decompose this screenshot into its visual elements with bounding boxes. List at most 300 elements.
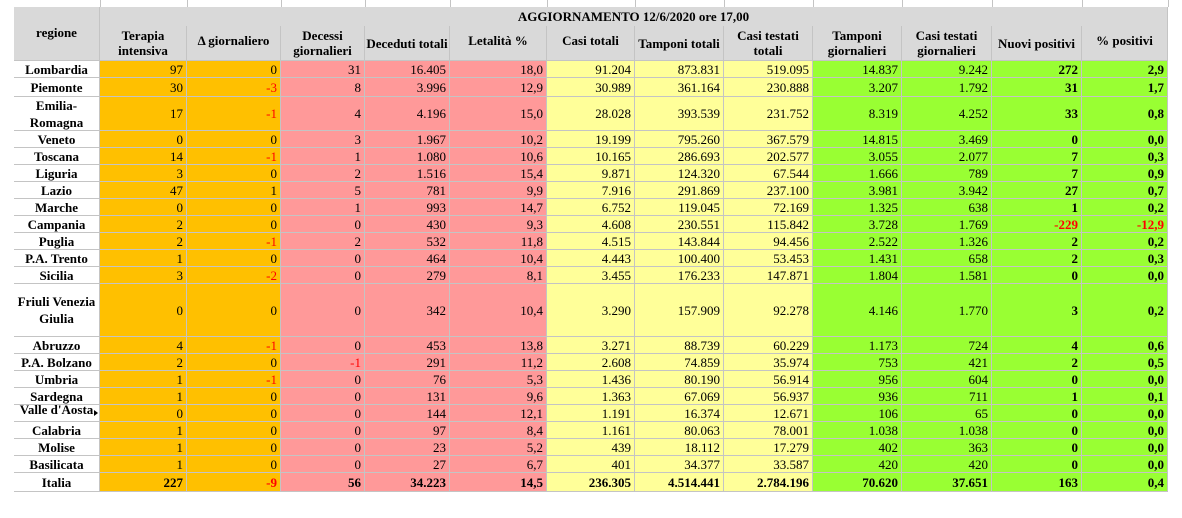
table-cell[interactable]: 753: [813, 354, 902, 371]
table-cell[interactable]: 4.515: [547, 233, 635, 250]
table-cell[interactable]: 1: [100, 439, 187, 456]
table-cell[interactable]: 1: [100, 456, 187, 473]
table-cell[interactable]: -1: [187, 97, 281, 131]
table-cell[interactable]: 0,2: [1082, 199, 1168, 216]
table-cell[interactable]: 18.112: [635, 439, 724, 456]
table-cell[interactable]: 34.377: [635, 456, 724, 473]
table-cell[interactable]: 3.207: [813, 78, 902, 97]
table-cell[interactable]: 0: [992, 405, 1082, 422]
table-cell[interactable]: 0: [187, 405, 281, 422]
row-label[interactable]: Calabria: [14, 422, 100, 439]
table-cell[interactable]: 230.888: [724, 78, 813, 97]
table-cell[interactable]: 97: [100, 61, 187, 78]
table-cell[interactable]: 0: [100, 405, 187, 422]
table-cell[interactable]: 12.671: [724, 405, 813, 422]
table-cell[interactable]: 291.869: [635, 182, 724, 199]
table-cell[interactable]: 1.804: [813, 267, 902, 284]
table-cell[interactable]: 4: [281, 97, 365, 131]
column-header[interactable]: Casi testati giornalieri: [902, 26, 992, 61]
table-cell[interactable]: 0: [281, 216, 365, 233]
table-cell[interactable]: 0,0: [1082, 456, 1168, 473]
table-cell[interactable]: 4.608: [547, 216, 635, 233]
table-cell[interactable]: 115.842: [724, 216, 813, 233]
table-cell[interactable]: 78.001: [724, 422, 813, 439]
table-cell[interactable]: 0: [992, 131, 1082, 148]
table-cell[interactable]: 0,0: [1082, 131, 1168, 148]
table-cell[interactable]: -9: [187, 473, 281, 492]
table-cell[interactable]: 0: [187, 422, 281, 439]
table-cell[interactable]: 3.271: [547, 337, 635, 354]
table-cell[interactable]: 33.587: [724, 456, 813, 473]
table-cell[interactable]: 0,0: [1082, 371, 1168, 388]
row-label[interactable]: Marche: [14, 199, 100, 216]
table-cell[interactable]: 80.190: [635, 371, 724, 388]
table-cell[interactable]: 453: [365, 337, 450, 354]
column-header[interactable]: Nuovi positivi: [992, 26, 1082, 61]
table-cell[interactable]: 401: [547, 456, 635, 473]
table-cell[interactable]: 30: [100, 78, 187, 97]
table-cell[interactable]: 3.055: [813, 148, 902, 165]
table-cell[interactable]: 1.173: [813, 337, 902, 354]
column-header[interactable]: Terapia intensiva: [100, 26, 187, 61]
table-cell[interactable]: 0: [281, 371, 365, 388]
table-cell[interactable]: 100.400: [635, 250, 724, 267]
table-cell[interactable]: 873.831: [635, 61, 724, 78]
table-cell[interactable]: 14,7: [450, 199, 547, 216]
table-cell[interactable]: 9,9: [450, 182, 547, 199]
table-cell[interactable]: 47: [100, 182, 187, 199]
table-cell[interactable]: 0: [281, 284, 365, 337]
table-cell[interactable]: 143.844: [635, 233, 724, 250]
table-cell[interactable]: 1: [992, 199, 1082, 216]
table-cell[interactable]: 10,6: [450, 148, 547, 165]
table-cell[interactable]: 35.974: [724, 354, 813, 371]
table-cell[interactable]: 0,2: [1082, 233, 1168, 250]
table-cell[interactable]: 6,7: [450, 456, 547, 473]
table-cell[interactable]: 1.191: [547, 405, 635, 422]
table-cell[interactable]: 2.522: [813, 233, 902, 250]
table-cell[interactable]: 0: [281, 250, 365, 267]
table-cell[interactable]: 80.063: [635, 422, 724, 439]
table-cell[interactable]: 27: [992, 182, 1082, 199]
table-cell[interactable]: 0: [281, 267, 365, 284]
table-cell[interactable]: 0: [187, 61, 281, 78]
row-label[interactable]: Abruzzo: [14, 337, 100, 354]
table-cell[interactable]: 202.577: [724, 148, 813, 165]
table-title[interactable]: AGGIORNAMENTO 12/6/2020 ore 17,00: [100, 7, 1168, 26]
table-cell[interactable]: 1: [100, 250, 187, 267]
table-cell[interactable]: 91.204: [547, 61, 635, 78]
table-cell[interactable]: 8: [281, 78, 365, 97]
table-cell[interactable]: 3.996: [365, 78, 450, 97]
table-cell[interactable]: 56.914: [724, 371, 813, 388]
row-label[interactable]: Puglia: [14, 233, 100, 250]
table-cell[interactable]: -12,9: [1082, 216, 1168, 233]
table-cell[interactable]: 8,4: [450, 422, 547, 439]
table-cell[interactable]: 0,6: [1082, 337, 1168, 354]
table-cell[interactable]: 2.784.196: [724, 473, 813, 492]
table-cell[interactable]: 789: [902, 165, 992, 182]
table-cell[interactable]: 16.374: [635, 405, 724, 422]
table-cell[interactable]: 0: [187, 284, 281, 337]
table-cell[interactable]: 147.871: [724, 267, 813, 284]
table-cell[interactable]: 230.551: [635, 216, 724, 233]
table-cell[interactable]: 439: [547, 439, 635, 456]
row-label[interactable]: Toscana: [14, 148, 100, 165]
table-cell[interactable]: 1.326: [902, 233, 992, 250]
table-cell[interactable]: 53.453: [724, 250, 813, 267]
table-cell[interactable]: 2: [281, 233, 365, 250]
table-cell[interactable]: 532: [365, 233, 450, 250]
table-cell[interactable]: 7.916: [547, 182, 635, 199]
table-cell[interactable]: 131: [365, 388, 450, 405]
row-label[interactable]: Sardegna: [14, 388, 100, 405]
table-cell[interactable]: 3.728: [813, 216, 902, 233]
table-cell[interactable]: 94.456: [724, 233, 813, 250]
table-cell[interactable]: 363: [902, 439, 992, 456]
table-cell[interactable]: 14: [100, 148, 187, 165]
table-cell[interactable]: 3.290: [547, 284, 635, 337]
table-cell[interactable]: 291: [365, 354, 450, 371]
row-label[interactable]: Emilia-Romagna: [14, 97, 100, 131]
table-cell[interactable]: 14.837: [813, 61, 902, 78]
table-cell[interactable]: 10,2: [450, 131, 547, 148]
table-cell[interactable]: 1,7: [1082, 78, 1168, 97]
table-cell[interactable]: 0,4: [1082, 473, 1168, 492]
table-cell[interactable]: 88.739: [635, 337, 724, 354]
table-cell[interactable]: -1: [187, 148, 281, 165]
table-cell[interactable]: 27: [365, 456, 450, 473]
table-cell[interactable]: 2: [100, 216, 187, 233]
table-cell[interactable]: 15,4: [450, 165, 547, 182]
table-cell[interactable]: 5: [281, 182, 365, 199]
table-cell[interactable]: 638: [902, 199, 992, 216]
table-cell[interactable]: 711: [902, 388, 992, 405]
row-label[interactable]: P.A. Bolzano: [14, 354, 100, 371]
table-cell[interactable]: 231.752: [724, 97, 813, 131]
table-cell[interactable]: 76: [365, 371, 450, 388]
table-cell[interactable]: 1.038: [813, 422, 902, 439]
table-cell[interactable]: 0: [992, 456, 1082, 473]
column-header[interactable]: Casi testati totali: [724, 26, 813, 61]
table-cell[interactable]: 402: [813, 439, 902, 456]
table-cell[interactable]: 2: [992, 354, 1082, 371]
table-cell[interactable]: 1: [281, 199, 365, 216]
table-cell[interactable]: 604: [902, 371, 992, 388]
table-cell[interactable]: 0: [281, 405, 365, 422]
table-cell[interactable]: 144: [365, 405, 450, 422]
table-cell[interactable]: 124.320: [635, 165, 724, 182]
table-cell[interactable]: 3: [100, 267, 187, 284]
table-cell[interactable]: 37.651: [902, 473, 992, 492]
table-cell[interactable]: 19.199: [547, 131, 635, 148]
table-cell[interactable]: 1: [281, 148, 365, 165]
table-cell[interactable]: 724: [902, 337, 992, 354]
table-cell[interactable]: 17: [100, 97, 187, 131]
table-cell[interactable]: 1.967: [365, 131, 450, 148]
table-cell[interactable]: 12,1: [450, 405, 547, 422]
table-cell[interactable]: 14.815: [813, 131, 902, 148]
table-cell[interactable]: 3: [992, 284, 1082, 337]
table-cell[interactable]: 2: [992, 250, 1082, 267]
table-cell[interactable]: 60.229: [724, 337, 813, 354]
table-cell[interactable]: 421: [902, 354, 992, 371]
table-cell[interactable]: 2,9: [1082, 61, 1168, 78]
table-cell[interactable]: 65: [902, 405, 992, 422]
table-cell[interactable]: 5,3: [450, 371, 547, 388]
table-cell[interactable]: 0,0: [1082, 422, 1168, 439]
table-cell[interactable]: -1: [187, 233, 281, 250]
table-cell[interactable]: 31: [281, 61, 365, 78]
table-cell[interactable]: -2: [187, 267, 281, 284]
table-cell[interactable]: 157.909: [635, 284, 724, 337]
table-cell[interactable]: 420: [902, 456, 992, 473]
table-cell[interactable]: 272: [992, 61, 1082, 78]
table-cell[interactable]: 14,5: [450, 473, 547, 492]
table-cell[interactable]: 74.859: [635, 354, 724, 371]
table-cell[interactable]: 0,3: [1082, 250, 1168, 267]
table-cell[interactable]: 0: [187, 199, 281, 216]
table-cell[interactable]: 9,6: [450, 388, 547, 405]
table-cell[interactable]: 0,2: [1082, 284, 1168, 337]
table-cell[interactable]: 2: [281, 165, 365, 182]
row-label[interactable]: Liguria: [14, 165, 100, 182]
table-cell[interactable]: 0,0: [1082, 439, 1168, 456]
table-cell[interactable]: 658: [902, 250, 992, 267]
row-label[interactable]: Sicilia: [14, 267, 100, 284]
table-cell[interactable]: 31: [992, 78, 1082, 97]
table-cell[interactable]: 4.443: [547, 250, 635, 267]
table-cell[interactable]: 56.937: [724, 388, 813, 405]
table-cell[interactable]: 0: [992, 371, 1082, 388]
row-label[interactable]: Lombardia: [14, 61, 100, 78]
table-cell[interactable]: 2: [100, 233, 187, 250]
table-cell[interactable]: 119.045: [635, 199, 724, 216]
column-header[interactable]: Decessi giornalieri: [281, 26, 365, 61]
table-cell[interactable]: 420: [813, 456, 902, 473]
row-label[interactable]: Veneto: [14, 131, 100, 148]
table-cell[interactable]: 1.325: [813, 199, 902, 216]
table-cell[interactable]: 1: [100, 422, 187, 439]
table-cell[interactable]: 30.989: [547, 78, 635, 97]
table-cell[interactable]: 1: [187, 182, 281, 199]
table-cell[interactable]: 6.752: [547, 199, 635, 216]
table-cell[interactable]: 1.080: [365, 148, 450, 165]
table-cell[interactable]: 3.942: [902, 182, 992, 199]
table-cell[interactable]: 0: [281, 337, 365, 354]
table-cell[interactable]: 956: [813, 371, 902, 388]
table-cell[interactable]: 0: [100, 131, 187, 148]
table-cell[interactable]: 0: [100, 199, 187, 216]
table-cell[interactable]: 13,8: [450, 337, 547, 354]
table-cell[interactable]: 1.792: [902, 78, 992, 97]
table-cell[interactable]: 0: [187, 216, 281, 233]
table-cell[interactable]: 1.038: [902, 422, 992, 439]
table-cell[interactable]: 0,7: [1082, 182, 1168, 199]
table-cell[interactable]: 18,0: [450, 61, 547, 78]
table-cell[interactable]: 227: [100, 473, 187, 492]
table-cell[interactable]: 0,8: [1082, 97, 1168, 131]
row-label[interactable]: Valle d'Aosta: [14, 405, 100, 422]
table-cell[interactable]: 10,4: [450, 250, 547, 267]
table-cell[interactable]: 176.233: [635, 267, 724, 284]
table-cell[interactable]: 236.305: [547, 473, 635, 492]
table-cell[interactable]: 92.278: [724, 284, 813, 337]
table-cell[interactable]: 4.252: [902, 97, 992, 131]
row-label[interactable]: Molise: [14, 439, 100, 456]
table-cell[interactable]: 2.608: [547, 354, 635, 371]
table-cell[interactable]: 0: [187, 456, 281, 473]
table-cell[interactable]: 23: [365, 439, 450, 456]
row-label[interactable]: Piemonte: [14, 78, 100, 97]
column-header[interactable]: Tamponi giornalieri: [813, 26, 902, 61]
table-cell[interactable]: 279: [365, 267, 450, 284]
table-cell[interactable]: 34.223: [365, 473, 450, 492]
table-cell[interactable]: 17.279: [724, 439, 813, 456]
table-cell[interactable]: 0: [187, 439, 281, 456]
table-cell[interactable]: 0: [100, 284, 187, 337]
table-cell[interactable]: 16.405: [365, 61, 450, 78]
table-cell[interactable]: 993: [365, 199, 450, 216]
table-cell[interactable]: 0: [281, 456, 365, 473]
table-cell[interactable]: 4: [992, 337, 1082, 354]
table-cell[interactable]: 0: [187, 354, 281, 371]
table-cell[interactable]: 1.431: [813, 250, 902, 267]
table-cell[interactable]: 106: [813, 405, 902, 422]
table-cell[interactable]: 12,9: [450, 78, 547, 97]
row-label[interactable]: P.A. Trento: [14, 250, 100, 267]
table-cell[interactable]: 2.077: [902, 148, 992, 165]
row-label[interactable]: Lazio: [14, 182, 100, 199]
table-cell[interactable]: 4.514.441: [635, 473, 724, 492]
table-cell[interactable]: 3.981: [813, 182, 902, 199]
table-cell[interactable]: 67.544: [724, 165, 813, 182]
table-cell[interactable]: 0: [281, 439, 365, 456]
table-cell[interactable]: 3.455: [547, 267, 635, 284]
table-cell[interactable]: 237.100: [724, 182, 813, 199]
table-cell[interactable]: 342: [365, 284, 450, 337]
table-cell[interactable]: 28.028: [547, 97, 635, 131]
table-cell[interactable]: -1: [281, 354, 365, 371]
table-cell[interactable]: 430: [365, 216, 450, 233]
row-label[interactable]: Italia: [14, 473, 100, 492]
table-cell[interactable]: 10.165: [547, 148, 635, 165]
column-header[interactable]: Tamponi totali: [635, 26, 724, 61]
table-cell[interactable]: 367.579: [724, 131, 813, 148]
table-cell[interactable]: 936: [813, 388, 902, 405]
table-cell[interactable]: 0: [992, 439, 1082, 456]
table-cell[interactable]: 2: [992, 233, 1082, 250]
table-cell[interactable]: 0,3: [1082, 148, 1168, 165]
table-cell[interactable]: 0,0: [1082, 405, 1168, 422]
table-cell[interactable]: 1.769: [902, 216, 992, 233]
table-cell[interactable]: 5,2: [450, 439, 547, 456]
table-cell[interactable]: 0,5: [1082, 354, 1168, 371]
table-cell[interactable]: 0: [187, 165, 281, 182]
table-cell[interactable]: 4.196: [365, 97, 450, 131]
column-header[interactable]: Casi totali: [547, 26, 635, 61]
table-cell[interactable]: 1: [992, 388, 1082, 405]
table-cell[interactable]: 0,9: [1082, 165, 1168, 182]
table-cell[interactable]: 10,4: [450, 284, 547, 337]
table-cell[interactable]: 1.363: [547, 388, 635, 405]
table-cell[interactable]: 163: [992, 473, 1082, 492]
row-label[interactable]: Umbria: [14, 371, 100, 388]
table-cell[interactable]: 1: [100, 371, 187, 388]
table-cell[interactable]: 11,2: [450, 354, 547, 371]
table-cell[interactable]: 1.581: [902, 267, 992, 284]
table-cell[interactable]: 0: [992, 267, 1082, 284]
table-cell[interactable]: 0: [187, 131, 281, 148]
table-cell[interactable]: 4: [100, 337, 187, 354]
table-cell[interactable]: 464: [365, 250, 450, 267]
table-cell[interactable]: 56: [281, 473, 365, 492]
table-cell[interactable]: 33: [992, 97, 1082, 131]
table-cell[interactable]: 72.169: [724, 199, 813, 216]
row-label[interactable]: Friuli Venezia Giulia: [14, 284, 100, 337]
row-label[interactable]: Campania: [14, 216, 100, 233]
table-cell[interactable]: 7: [992, 165, 1082, 182]
table-cell[interactable]: 67.069: [635, 388, 724, 405]
table-cell[interactable]: 286.693: [635, 148, 724, 165]
table-cell[interactable]: 361.164: [635, 78, 724, 97]
table-cell[interactable]: 393.539: [635, 97, 724, 131]
table-cell[interactable]: 70.620: [813, 473, 902, 492]
table-cell[interactable]: 7: [992, 148, 1082, 165]
table-cell[interactable]: 0,1: [1082, 388, 1168, 405]
column-header[interactable]: % positivi: [1082, 26, 1168, 61]
column-header[interactable]: Δ giornaliero: [187, 26, 281, 61]
table-cell[interactable]: 4.146: [813, 284, 902, 337]
table-cell[interactable]: 0: [992, 422, 1082, 439]
table-cell[interactable]: 11,8: [450, 233, 547, 250]
table-cell[interactable]: 2: [100, 354, 187, 371]
table-cell[interactable]: 0,0: [1082, 267, 1168, 284]
table-cell[interactable]: 9.871: [547, 165, 635, 182]
table-cell[interactable]: 519.095: [724, 61, 813, 78]
table-cell[interactable]: -1: [187, 337, 281, 354]
table-cell[interactable]: -3: [187, 78, 281, 97]
table-cell[interactable]: 1: [100, 388, 187, 405]
table-cell[interactable]: 1.436: [547, 371, 635, 388]
table-cell[interactable]: -1: [187, 371, 281, 388]
column-header[interactable]: regione: [14, 7, 100, 61]
table-cell[interactable]: 781: [365, 182, 450, 199]
table-cell[interactable]: 1.770: [902, 284, 992, 337]
table-cell[interactable]: 3: [100, 165, 187, 182]
table-cell[interactable]: 0: [187, 388, 281, 405]
table-cell[interactable]: 8,1: [450, 267, 547, 284]
table-cell[interactable]: 0: [281, 422, 365, 439]
table-cell[interactable]: 0: [281, 388, 365, 405]
table-cell[interactable]: 9.242: [902, 61, 992, 78]
table-cell[interactable]: 3: [281, 131, 365, 148]
table-cell[interactable]: 795.260: [635, 131, 724, 148]
table-cell[interactable]: -229: [992, 216, 1082, 233]
table-cell[interactable]: 9,3: [450, 216, 547, 233]
table-cell[interactable]: 8.319: [813, 97, 902, 131]
table-cell[interactable]: 1.516: [365, 165, 450, 182]
table-cell[interactable]: 1.666: [813, 165, 902, 182]
column-header[interactable]: Deceduti totali: [365, 26, 450, 61]
table-cell[interactable]: 3.469: [902, 131, 992, 148]
row-label[interactable]: Basilicata: [14, 456, 100, 473]
table-cell[interactable]: 1.161: [547, 422, 635, 439]
table-cell[interactable]: 0: [187, 250, 281, 267]
table-cell[interactable]: 97: [365, 422, 450, 439]
column-header[interactable]: Letalità %: [450, 26, 547, 61]
table-cell[interactable]: 15,0: [450, 97, 547, 131]
